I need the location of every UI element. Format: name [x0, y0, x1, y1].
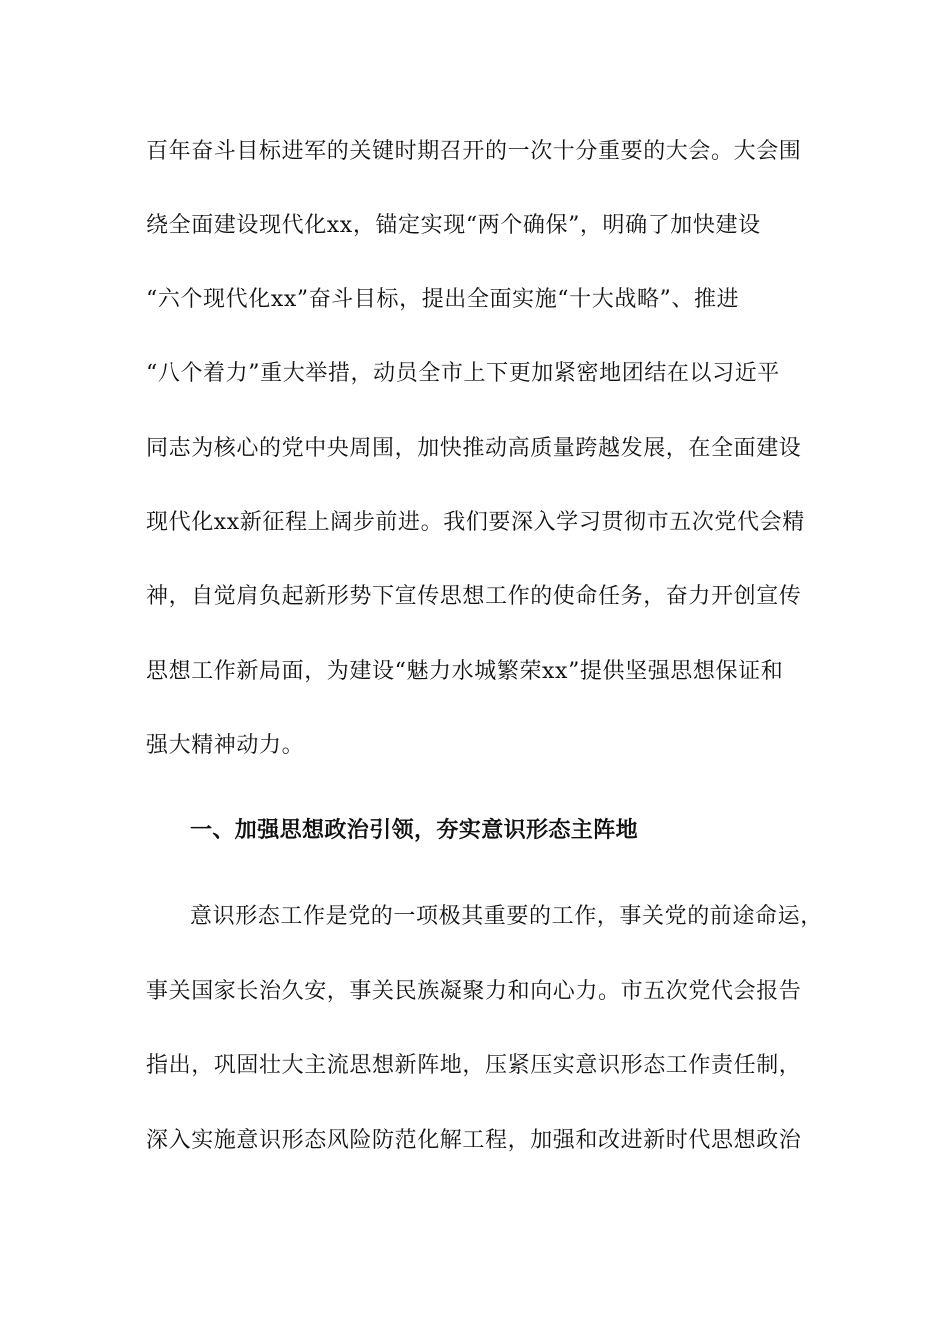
paragraph-line: 神，自觉肩负起新形势下宣传思想工作的使命任务，奋力开创宣传 — [146, 584, 802, 609]
paragraph-line: 同志为核心的党中央周围，加快推动高质量跨越发展，在全面建设 — [146, 436, 802, 461]
paragraph-line: 意识形态工作是党的一项极其重要的工作，事关党的前途命运， — [190, 904, 823, 929]
paragraph-line: 现代化xx新征程上阔步前进。我们要深入学习贯彻市五次党代会精 — [146, 510, 805, 535]
paragraph-line: “六个现代化xx”奋斗目标，提出全面实施“十大战略”、推进 — [146, 287, 740, 312]
paragraph-line: 百年奋斗目标进军的关键时期召开的一次十分重要的大会。大会围 — [146, 139, 802, 164]
paragraph-line: 强大精神动力。 — [146, 733, 305, 758]
paragraph-line: 事关国家长治久安，事关民族凝聚力和向心力。市五次党代会报告 — [146, 979, 802, 1004]
paragraph-line: 思想工作新局面，为建设“魅力水城繁荣xx”提供坚强思想保证和 — [146, 659, 784, 684]
section-heading: 一、加强思想政治引领，夯实意识形态主阵地 — [190, 818, 639, 843]
paragraph-line: 绕全面建设现代化xx，锚定实现“两个确保”，明确了加快建设 — [146, 213, 761, 238]
paragraph-line: 指出，巩固壮大主流思想新阵地，压紧压实意识形态工作责任制， — [146, 1053, 802, 1078]
paragraph-line: “八个着力”重大举措，动员全市上下更加紧密地团结在以习近平 — [146, 361, 780, 386]
paragraph-line: 深入实施意识形态风险防范化解工程，加强和改进新时代思想政治 — [146, 1128, 802, 1153]
